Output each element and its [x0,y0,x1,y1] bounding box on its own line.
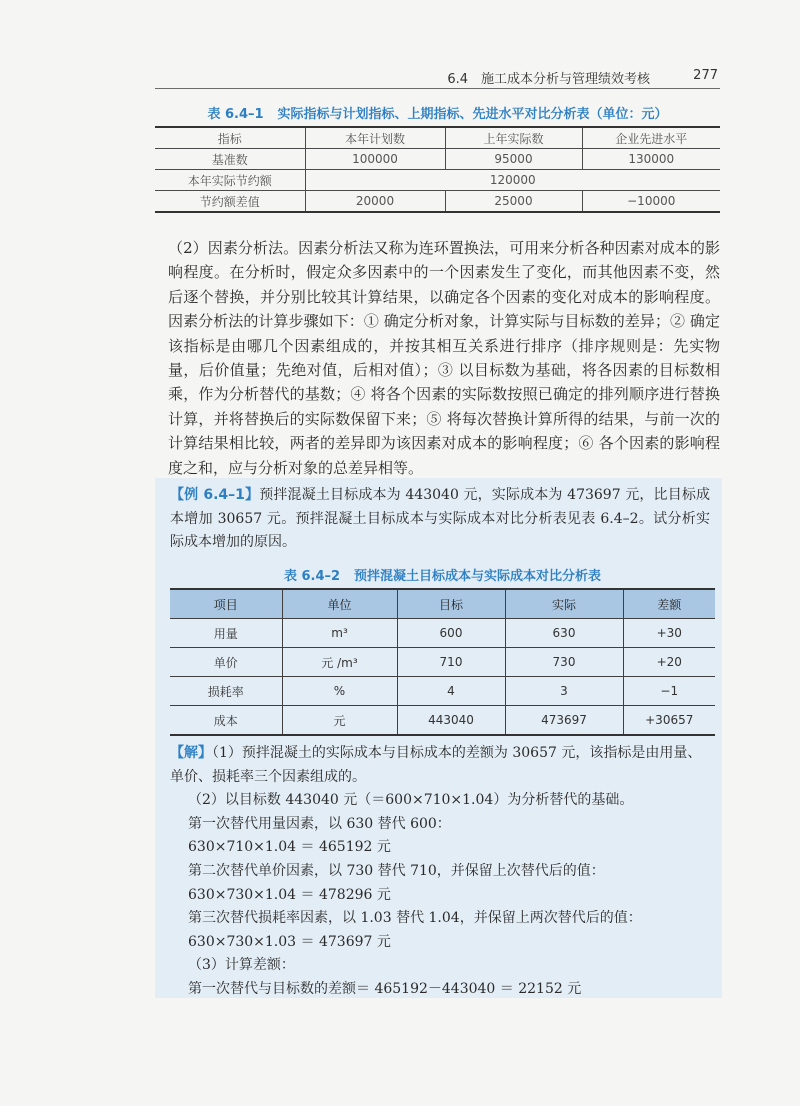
solution-line: 第一次替代与目标数的差额＝ 465192－443040 ＝ 22152 元 [188,980,582,997]
table-row [155,191,720,213]
table-row [170,677,715,706]
table-cell: 成本 [170,706,282,736]
table-cell: 20000 [305,191,445,213]
table-cell: 120000 [305,170,720,191]
solution-line: 第二次替代单价因素，以 730 替代 710，并保留上次替代后的值： [188,862,605,879]
table-cell: 损耗率 [170,677,282,706]
table-row [170,706,715,736]
table-cell: 用量 [170,619,282,648]
table-header-cell: 差额 [623,589,715,619]
page-number: 277 [693,68,718,83]
table-cell: 443040 [397,706,505,736]
table-header-cell: 指标 [155,127,305,149]
table-header-cell: 上年实际数 [445,127,582,149]
factor-analysis-paragraph: （2）因素分析法。因素分析法又称为连环置换法，可用来分析各种因素对成本的影响程度。在分析时，假定众多因素中的一个因素发生了变化，而其他因素不变，然后逐个替换，并分别比较其计算结果，以确定各个因素的变化对成本的影响程度。因素分析法的计算步骤如下：① 确定分析对象，计算实际与目标数的差异；② 确定该指标是由哪几个因素组成的，并按其相互关系进行排序（排序规则是：先实物量，后价值量；先绝对值，后相对值）；③ 以目标数为基础，将各因素的目标数相乘，作为分析替代的基数；④ 将各个因素的实际数按照已确定的排列顺序进行替换计算，并将替换后的实际数保留下来；⑤ 将每次替换计算所得的结果，与前一次的计算结果相比较，两者的差异即为该因素对成本的影响程度；⑥ 各个因素的影响程度之和，应与分析对象的总差异相等。 [168,239,720,477]
table-cell: 710 [397,648,505,677]
solution-step-3: （3）计算差额： [188,957,295,974]
table2-number: 表 6.4–2 [283,569,341,584]
table-cell: 单价 [170,648,282,677]
table-header-row [170,589,715,619]
table-cell: −1 [623,677,715,706]
comparison-table-2 [170,588,715,736]
running-header [155,66,720,89]
table-header-cell: 本年计划数 [305,127,445,149]
table-header-cell: 单位 [282,589,397,619]
table-header-cell: 目标 [397,589,505,619]
solution-block [170,742,715,1002]
table-cell: 730 [505,648,623,677]
table-cell: 630 [505,619,623,648]
table-cell: 4 [397,677,505,706]
solution-step-1: （1）预拌混凝土的实际成本与目标成本的差额为 30657 元，该指标是由用量、单价、损耗率三个因素组成的。 [170,745,702,785]
table-cell: 3 [505,677,623,706]
table-cell: 95000 [445,149,582,170]
solution-formula: 630×730×1.03 ＝ 473697 元 [188,933,391,950]
table-header-cell: 项目 [170,589,282,619]
comparison-table-1 [155,126,720,213]
solution-formula: 630×730×1.04 ＝ 478296 元 [188,886,391,903]
table-cell: 130000 [582,149,720,170]
table2-caption [170,565,715,584]
table-cell: 600 [397,619,505,648]
table-row [170,619,715,648]
table-cell: 473697 [505,706,623,736]
example-body: 预拌混凝土目标成本为 443040 元，实际成本为 473697 元，比目标成本增加 30657 元。预拌混凝土目标成本与实际成本对比分析表见表 6.4–2。试分析实际成本增加的原因。 [170,487,711,550]
table1-title: 实际指标与计划指标、上期指标、先进水平对比分析表（单位：元） [277,107,668,122]
table-cell: +20 [623,648,715,677]
header-section-title: 6.4 施工成本分析与管理绩效考核 [447,72,650,87]
solution-step-2: （2）以目标数 443040 元（＝600×710×1.04）为分析替代的基础。 [188,792,634,809]
solution-line: 第一次替代用量因素，以 630 替代 600： [188,815,451,832]
table1-number: 表 6.4–1 [207,107,264,122]
table-cell: 100000 [305,149,445,170]
table-row [170,648,715,677]
table-header-cell: 实际 [505,589,623,619]
table-cell: % [282,677,397,706]
table-header-row [155,127,720,149]
table-cell: +30 [623,619,715,648]
example-statement [170,484,710,555]
table-cell: 元 /m³ [282,648,397,677]
table-cell: 基准数 [155,149,305,170]
table1-caption [155,103,720,122]
table-cell: 25000 [445,191,582,213]
table2-title: 预拌混凝土目标成本与实际成本对比分析表 [354,569,602,584]
table-row [155,170,720,191]
example-label: 【例 6.4–1】 [170,487,260,503]
table-cell: 元 [282,706,397,736]
solution-label: 【解】 [170,745,212,761]
table-row [155,149,720,170]
table-cell: +30657 [623,706,715,736]
table-cell: 节约额差值 [155,191,305,213]
table-header-cell: 企业先进水平 [582,127,720,149]
table-cell: 本年实际节约额 [155,170,305,191]
solution-formula: 630×710×1.04 ＝ 465192 元 [188,839,391,856]
table-cell: m³ [282,619,397,648]
solution-line: 第三次替代损耗率因素，以 1.03 替代 1.04，并保留上两次替代后的值： [188,910,642,927]
table-cell: −10000 [582,191,720,213]
